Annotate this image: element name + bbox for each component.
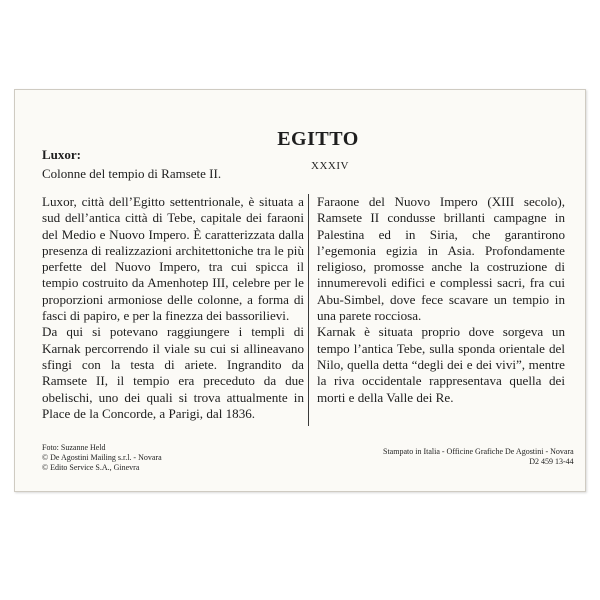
product-code: D2 459 13-44 [529,457,574,466]
credits [42,443,162,473]
paragraph: Da qui si potevano raggiungere i templi di Karnak percorrendo il viale su cui si allineavano sfingi con la testa di ariete. Ingrandito da Ramsete II, il tempio era preceduto da due obelischi, uno dei quali si trova attualmente in Place de la Concorde, a Parigi, dal 1836. [42,324,304,421]
copyright-line: © Edito Service S.A., Ginevra [42,463,140,472]
photo-credit: Foto: Suzanne Held [42,443,106,452]
copyright-line: © De Agostini Mailing s.r.l. - Novara [42,453,162,462]
print-info [383,447,574,467]
printer-line: Stampato in Italia - Officine Grafiche De Agostini - Novara [383,447,574,456]
postcard [14,89,586,492]
card-title: EGITTO [277,128,359,150]
left-column [42,194,309,426]
photo-caption: Colonne del tempio di Ramsete II. [42,166,222,181]
card-number: XXXIV [311,160,349,172]
place-heading: Luxor: [42,147,81,162]
paragraph: Karnak è situata proprio dove sorgeva un tempo l’antica Tebe, sulla sponda orientale del Nilo, quella detta “degli dei e dei vivi”, mentre la riva occidentale rappresentava quella dei morti e della Valle dei Re. [317,324,565,405]
right-column [317,194,565,406]
paragraph: Faraone del Nuovo Impero (XIII secolo), Ramsete II condusse brillanti campagne in Palestina ed in Siria, che garantirono l’egemonia egizia in Asia. Profondamente religioso, promosse anche la costruzione di innumerevoli edifici e complessi sacri, fra cui Abu-Simbel, dove fece scavare un tempio in una parete rocciosa. [317,194,565,324]
paragraph: Luxor, città dell’Egitto settentrionale, è situata a sud dell’antica città di Tebe, capitale dei faraoni del Medio e Nuovo Impero. È caratterizzata dalla presenza di realizzazioni architettoniche tra le più perfette del Nuovo Impero, tra cui spicca il tempio costruito da Amenhotep III, celebre per le proporzioni armoniose delle colonne, a forma di fasci di papiro, e per la finezza dei bassorilievi. [42,194,304,324]
